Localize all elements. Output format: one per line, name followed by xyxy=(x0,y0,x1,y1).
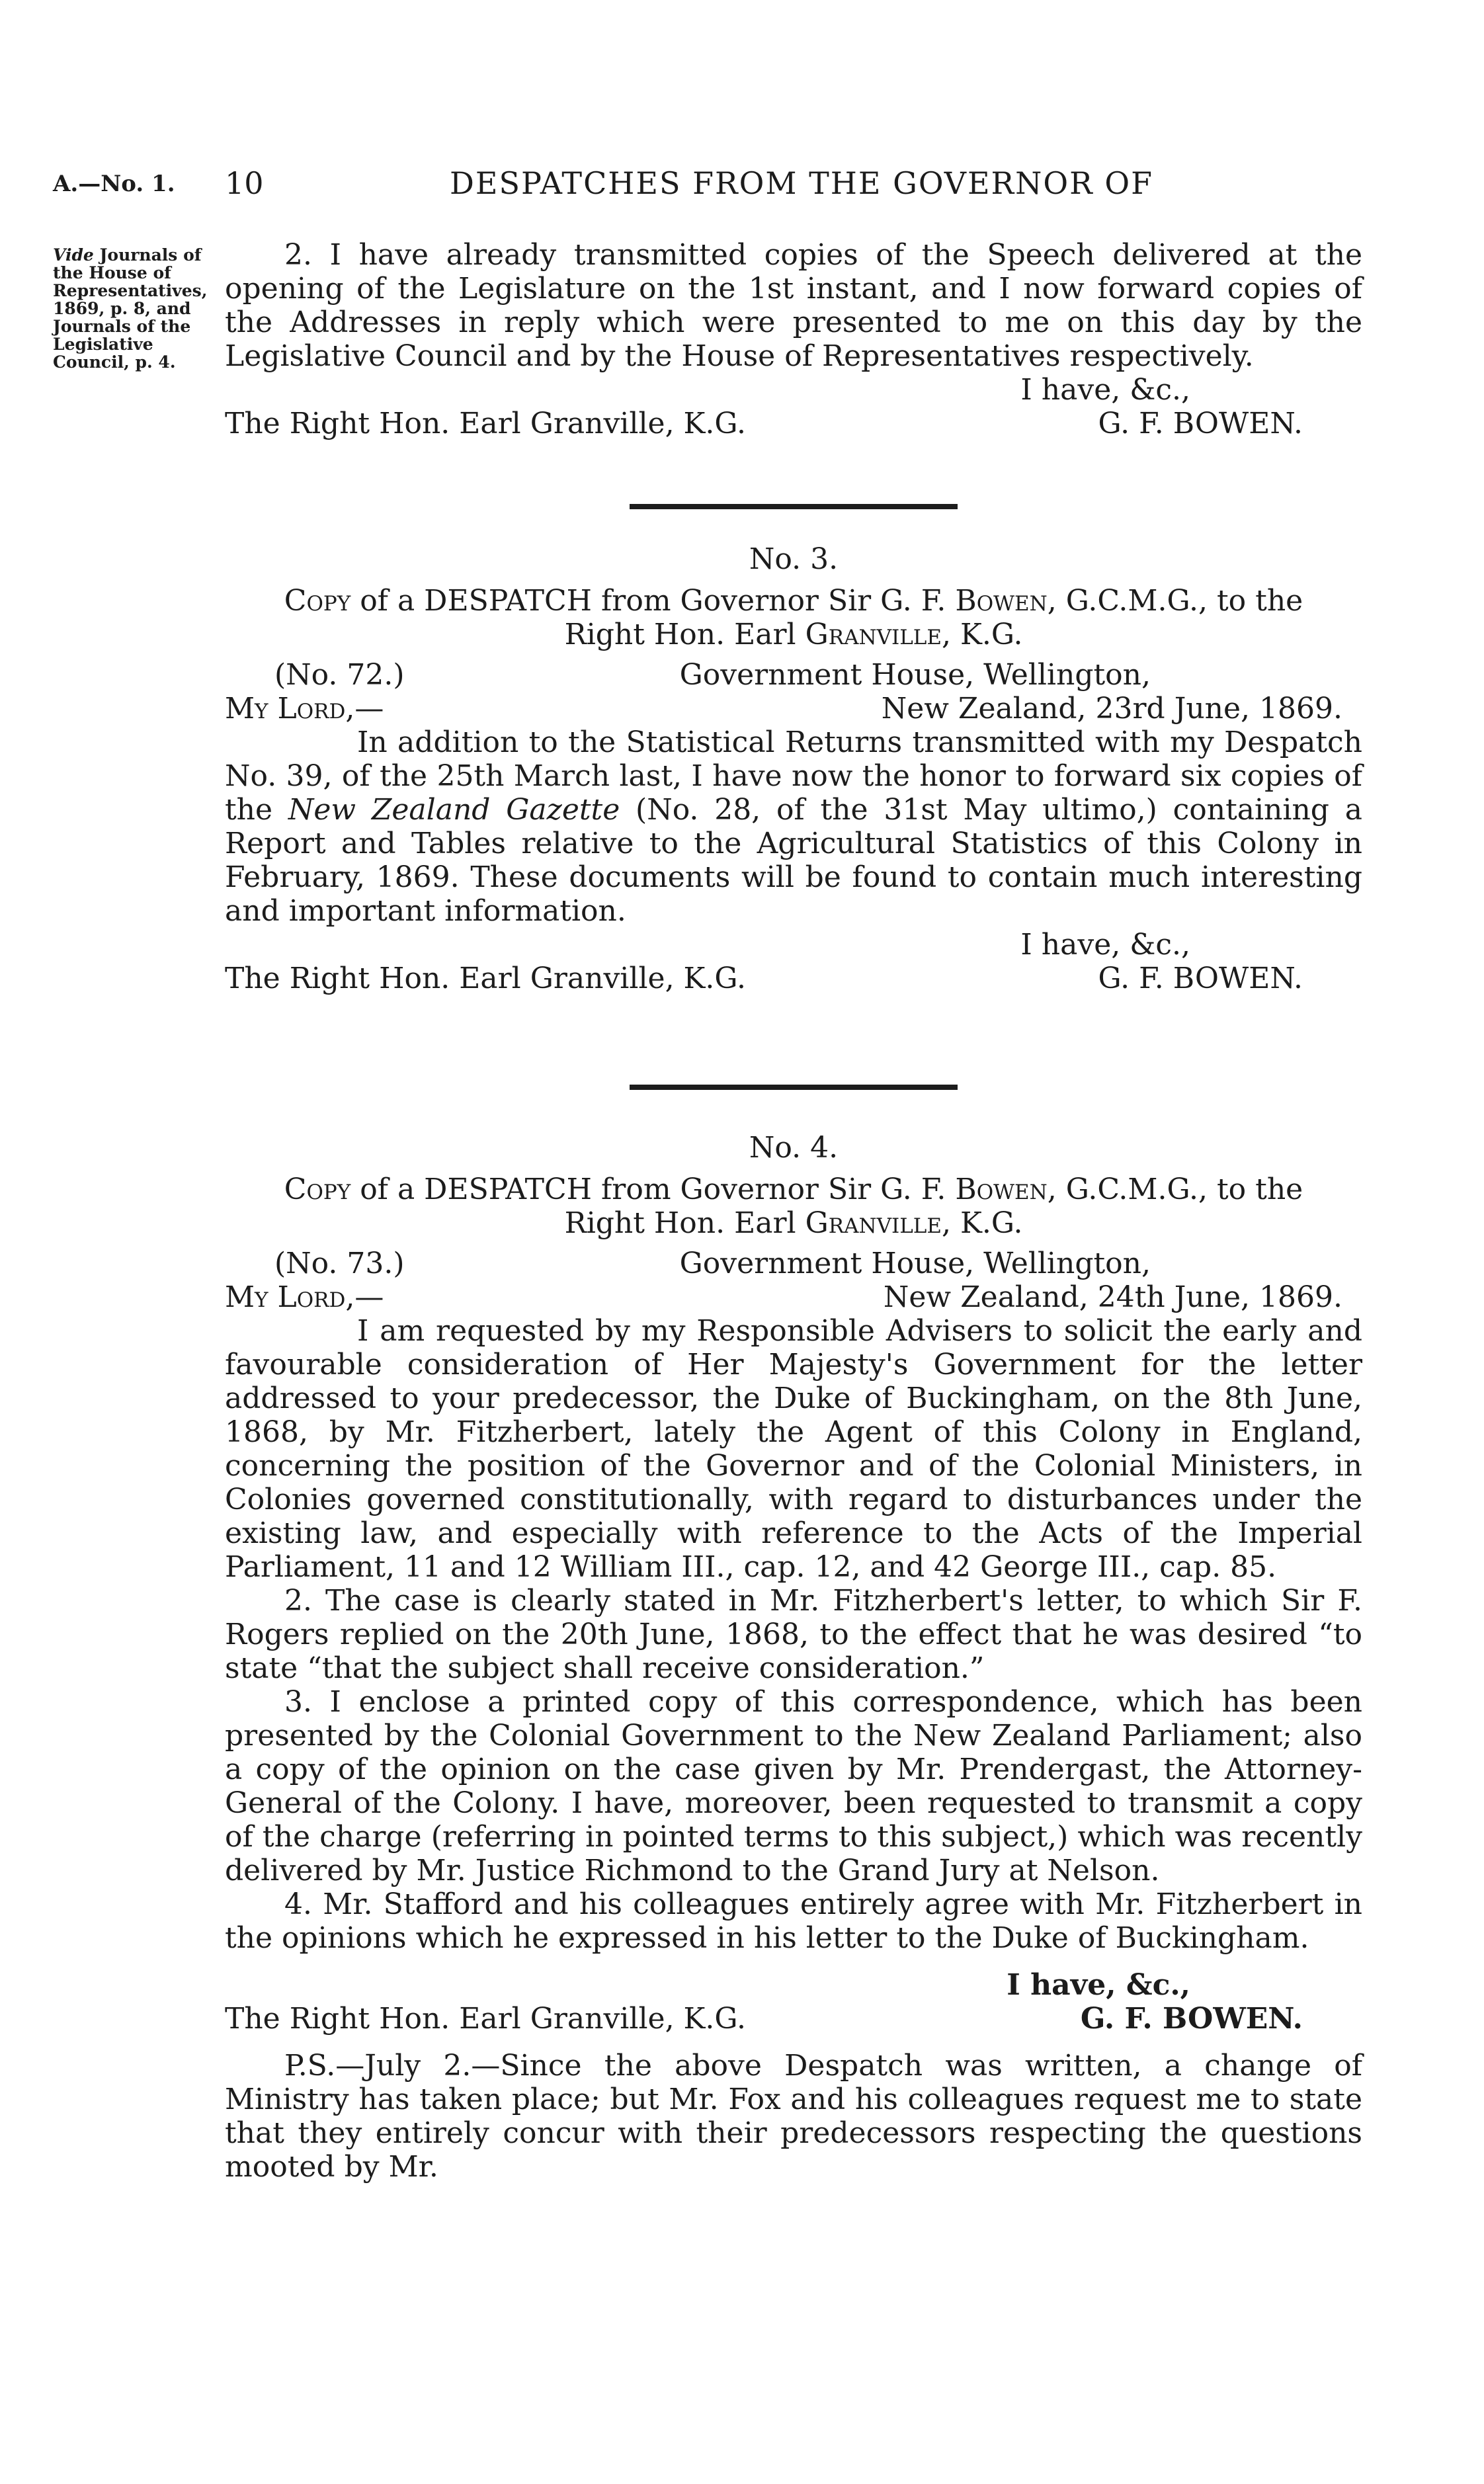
no3-number: No. 3. xyxy=(749,542,839,576)
no4-bowen: Bowen, xyxy=(955,1173,1057,1206)
no3-salutation-row xyxy=(225,692,1362,725)
no4-paragraph-2: 2. The case is clearly stated in Mr. Fitzherbert's letter, to which Sir F. Rogers replied on the 20th June, 1868, to the effect that he was desired “to state “that the subject shall receive consideration.” xyxy=(225,1584,1362,1685)
section-2-sign-row xyxy=(225,407,1362,440)
no3-place: Government House, Wellington, xyxy=(679,658,1151,692)
no4-paragraph-1: I am requested by my Responsible Advisers to solicit the early and favourable consideration of Her Majesty's Government for the letter addressed to your predecessor, the Duke of Buckingham, on the 8th June, 1868, by Mr. Fitzherbert, lately the Agent of this Colony in England, concerning the position of the Governor and of the Colonial Ministers, in Colonies governed constitutionally, with regard to disturbances under the existing law, and especially with reference to the Acts of the Imperial Parliament, 11 and 12 William III., cap. 12, and 42 George III., cap. 85. xyxy=(225,1314,1362,1584)
no4-title xyxy=(225,1173,1362,1206)
page-title: DESPATCHES FROM THE GOVERNOR OF xyxy=(450,165,1154,201)
no4-salutation: My Lord,— xyxy=(225,1280,384,1314)
no4-line2-start: Right Hon. Earl xyxy=(564,1206,796,1240)
no4-place: Government House, Wellington, xyxy=(679,1247,1151,1280)
no4-ref: (No. 73.) xyxy=(274,1247,405,1280)
no4-signature: G. F. BOWEN. xyxy=(1080,2002,1303,2036)
no3-title-mid: of a DESPATCH from Governor Sir G. F. xyxy=(360,584,946,618)
despatch-no-3 xyxy=(225,542,1362,995)
header-reference: A.—No. 1. xyxy=(53,171,175,197)
no3-sign-row xyxy=(225,962,1362,995)
margin-note xyxy=(53,246,212,371)
no3-closing-row xyxy=(225,928,1362,962)
no3-body xyxy=(225,725,1362,928)
section-2-signature: G. F. BOWEN. xyxy=(1098,407,1303,440)
divider-rule-2 xyxy=(630,1085,958,1090)
no3-bowen: Bowen, xyxy=(955,584,1057,618)
no4-title-mid: of a DESPATCH from Governor Sir G. F. xyxy=(360,1173,946,1206)
no3-body-2: (No. 28, of the 31st May ultimo,) containing a Report and Tables relative to the Agricultural Statistics of this Colony in February, 1869. These documents will be found to contain much interesting and important information. xyxy=(225,793,1362,928)
no3-copy: Copy xyxy=(284,584,351,618)
no3-date: New Zealand, 23rd June, 1869. xyxy=(881,692,1342,725)
no4-number: No. 4. xyxy=(749,1131,839,1165)
no4-copy: Copy xyxy=(284,1173,351,1206)
no3-title xyxy=(225,584,1362,618)
no3-ref: (No. 72.) xyxy=(274,658,405,692)
no3-gazette: New Zealand Gazette xyxy=(288,793,620,827)
no4-line2-end: K.G. xyxy=(960,1206,1023,1240)
no4-title-end: G.C.M.G., to the xyxy=(1065,1173,1303,1206)
no4-closing-row xyxy=(225,1968,1362,2002)
no3-title-end: G.C.M.G., to the xyxy=(1065,584,1303,618)
no3-body-1: In addition to the Statistical Returns transmitted with my Despatch No. 39, of the 25th March last, I have now the honor to forward six copies of the xyxy=(225,725,1362,827)
no3-line2-end: K.G. xyxy=(960,618,1023,651)
no3-closing: I have, &c., xyxy=(1020,928,1190,962)
no4-granville: Granville, xyxy=(805,1206,951,1240)
no4-salutation-row xyxy=(225,1280,1362,1314)
no3-signature: G. F. BOWEN. xyxy=(1098,962,1303,995)
page-number: 10 xyxy=(225,165,264,201)
despatch-no-4 xyxy=(225,1131,1362,2184)
no4-date: New Zealand, 24th June, 1869. xyxy=(883,1280,1342,1314)
margin-note-text: Journals of the House of Representatives, 1869, p. 8, and Journals of the Legislative Council, p. 4. xyxy=(53,245,208,372)
no3-line2-start: Right Hon. Earl xyxy=(564,618,796,651)
no3-title-line2 xyxy=(225,618,1362,651)
no4-paragraph-4: 4. Mr. Stafford and his colleagues entirely agree with Mr. Fitzherbert in the opinions which he expressed in his letter to the Duke of Buckingham. xyxy=(225,1887,1362,1955)
no3-granville: Granville, xyxy=(805,618,951,651)
no4-addressee: The Right Hon. Earl Granville, K.G. xyxy=(225,2002,746,2036)
section-2-paragraph: 2. I have already transmitted copies of the Speech delivered at the opening of the Legislature on the 1st instant, and I now forward copies of the Addresses in reply which were presented to me on this day by the Legislative Council and by the House of Representatives respectively. xyxy=(225,238,1362,373)
no4-title-line2 xyxy=(225,1206,1362,1240)
section-2-closing-row xyxy=(225,373,1362,407)
no3-salutation: My Lord,— xyxy=(225,692,384,725)
no4-ref-row xyxy=(225,1247,1362,1280)
section-2 xyxy=(225,238,1362,440)
no3-addressee: The Right Hon. Earl Granville, K.G. xyxy=(225,962,746,995)
no4-postscript: P.S.—July 2.—Since the above Despatch was written, a change of Ministry has taken place; but Mr. Fox and his colleagues request me to state that they entirely concur with their predecessors respecting the questions mooted by Mr. xyxy=(225,2049,1362,2184)
no3-ref-row xyxy=(225,658,1362,692)
section-2-closing: I have, &c., xyxy=(1020,373,1190,407)
no4-closing: I have, &c., xyxy=(1007,1968,1190,2002)
section-2-addressee: The Right Hon. Earl Granville, K.G. xyxy=(225,407,746,440)
no4-paragraph-3: 3. I enclose a printed copy of this correspondence, which has been presented by the Colonial Government to the New Zealand Parliament; also a copy of the opinion on the case given by Mr. Prendergast, the Attorney-General of the Colony. I have, moreover, been requested to transmit a copy of the charge (referring in pointed terms to this subject,) which was recently delivered by Mr. Justice Richmond to the Grand Jury at Nelson. xyxy=(225,1685,1362,1887)
margin-note-vide: Vide xyxy=(53,245,94,265)
no4-sign-row xyxy=(225,2002,1362,2036)
divider-rule-1 xyxy=(630,504,958,509)
